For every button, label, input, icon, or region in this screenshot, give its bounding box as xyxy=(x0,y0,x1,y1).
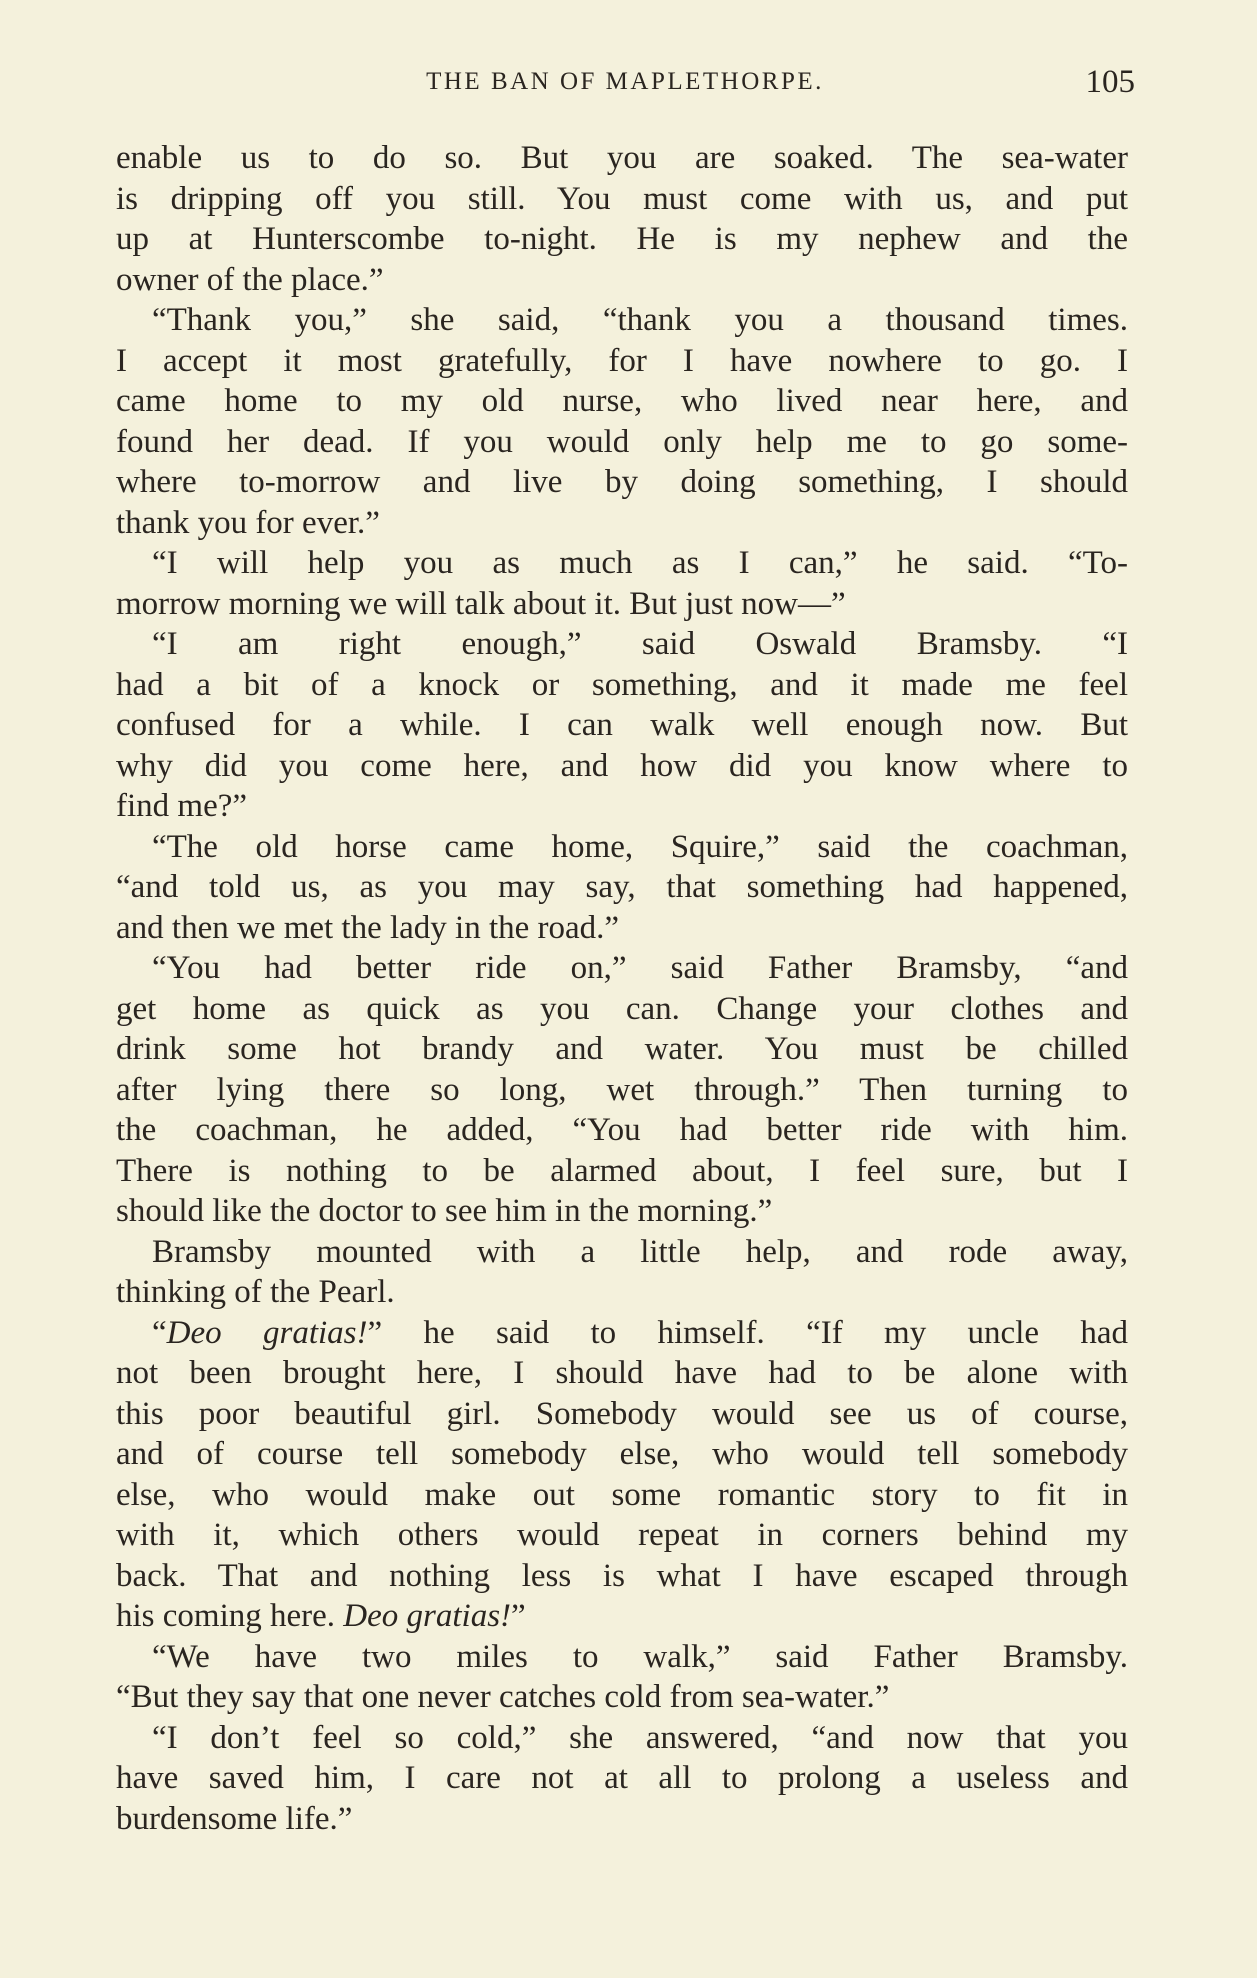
text-line: “But they say that one never catches cold from sea-water.” xyxy=(116,1679,890,1715)
italic-phrase: Deo gratias! xyxy=(166,1314,368,1351)
text-line: “The old horse came home, Squire,” said the coachman, xyxy=(152,828,1128,865)
text-line: why did you come here, and how did you know where to xyxy=(116,747,1128,784)
text-line: where to-morrow and live by doing something, I should xyxy=(116,464,1128,500)
text-line: find me?” xyxy=(116,788,248,824)
text-line: and of course tell somebody else, who would tell somebody xyxy=(116,1436,1128,1472)
text-line: up at Hunterscombe to-night. He is my nephew and the xyxy=(116,221,1128,257)
running-head xyxy=(115,64,1135,104)
text-line xyxy=(116,1313,1128,1354)
text-segment: “ xyxy=(152,1314,167,1351)
text-line: had a bit of a knock or something, and it made me feel xyxy=(116,666,1128,703)
text-line: thinking of the Pearl. xyxy=(116,1274,395,1310)
text-line: this poor beautiful girl. Somebody would see us of course, xyxy=(116,1395,1128,1432)
text-line: and then we met the lady in the road.” xyxy=(116,909,620,946)
text-line: “We have two miles to walk,” said Father Bramsby. xyxy=(152,1638,1128,1675)
text-line: back. That and nothing less is what I have escaped through xyxy=(116,1557,1128,1594)
text-line: There is nothing to be alarmed about, I feel sure, but I xyxy=(116,1152,1128,1189)
text-line: “I will help you as much as I can,” he said. “To- xyxy=(152,545,1128,581)
text-line: burdensome life.” xyxy=(116,1800,353,1837)
text-segment: ” xyxy=(511,1598,526,1634)
text-line: the coachman, he added, “You had better ride with him. xyxy=(116,1112,1128,1148)
text-segment: his coming here. xyxy=(116,1598,344,1634)
text-line: is dripping off you still. You must come with us, and put xyxy=(116,180,1128,217)
text-line xyxy=(116,1596,1128,1637)
text-line: “I am right enough,” said Oswald Bramsby. “I xyxy=(152,626,1128,662)
italic-phrase: Deo gratias! xyxy=(343,1598,512,1634)
text-line: thank you for ever.” xyxy=(116,504,380,541)
text-line: with it, which others would repeat in corners behind my xyxy=(116,1517,1128,1553)
text-line: I accept it most gratefully, for I have nowhere to go. I xyxy=(116,342,1128,379)
text-line: confused for a while. I can walk well enough now. But xyxy=(116,707,1128,743)
text-line: drink some hot brandy and water. You must be chilled xyxy=(116,1031,1128,1067)
text-line: enable us to do so. But you are soaked. The sea-water xyxy=(116,140,1128,176)
text-line: morrow morning we will talk about it. But just now—” xyxy=(116,585,846,622)
running-title: THE BAN OF MAPLETHORPE. xyxy=(426,68,824,95)
text-line: get home as quick as you can. Change your clothes and xyxy=(116,990,1128,1027)
text-line: found her dead. If you would only help me to go some- xyxy=(116,423,1128,460)
text-line: not been brought here, I should have had to be alone with xyxy=(116,1355,1128,1391)
text-line: came home to my old nurse, who lived near here, and xyxy=(116,383,1128,419)
text-line: “Thank you,” she said, “thank you a thousand times. xyxy=(152,302,1128,338)
text-line: have saved him, I care not at all to prolong a useless and xyxy=(116,1760,1128,1796)
text-line: “I don’t feel so cold,” she answered, “and now that you xyxy=(152,1719,1128,1756)
text-segment: ” he said to himself. “If my uncle had xyxy=(367,1314,1128,1351)
text-line: “and told us, as you may say, that something had happened, xyxy=(116,869,1128,905)
text-line: Bramsby mounted with a little help, and rode away, xyxy=(152,1233,1128,1270)
text-line: after lying there so long, wet through.” Then turning to xyxy=(116,1071,1128,1108)
page-number: 105 xyxy=(1085,64,1135,100)
text-line: should like the doctor to see him in the morning.” xyxy=(116,1193,773,1229)
text-line: owner of the place.” xyxy=(116,261,384,298)
text-line: else, who would make out some romantic story to fit in xyxy=(116,1476,1128,1513)
text-line: “You had better ride on,” said Father Bramsby, “and xyxy=(152,950,1128,986)
body-text xyxy=(116,138,1128,1839)
